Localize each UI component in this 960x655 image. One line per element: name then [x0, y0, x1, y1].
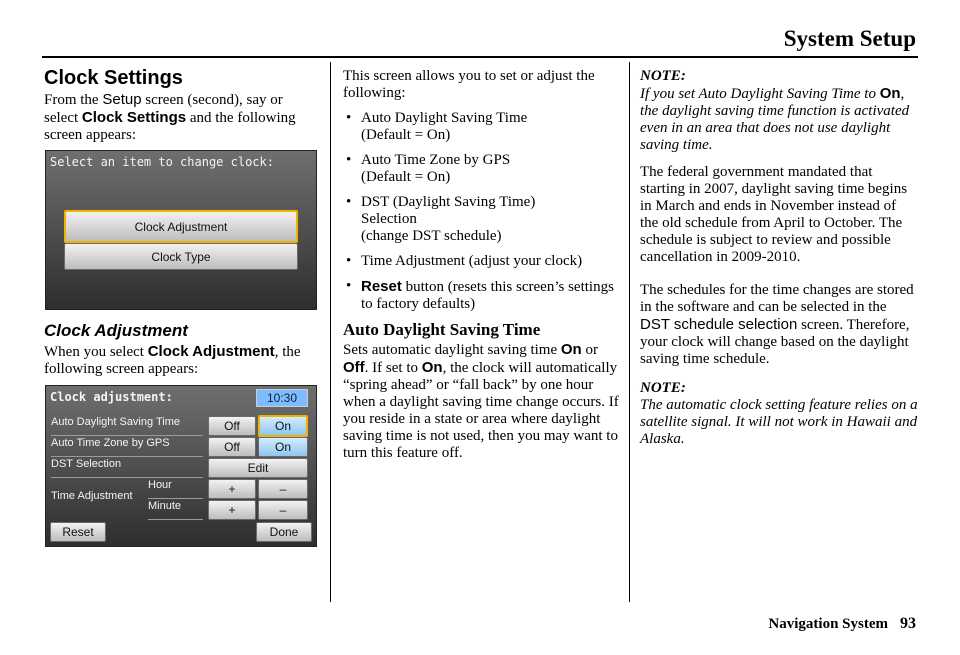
note-1-label: NOTE:: [640, 68, 686, 84]
page-header-title: System Setup: [783, 26, 916, 51]
minute-minus-button[interactable]: –: [258, 500, 308, 520]
intro-paragraph: From the Setup screen (second), say or select Clock Settings and the following screen appears:: [44, 91, 296, 143]
bullet-dst-selection: • DST (Daylight Saving Time) Selection (change DST schedule): [346, 194, 536, 244]
auto-dst-off-button[interactable]: Off: [208, 416, 256, 436]
page-footer: [768, 615, 916, 633]
row-auto-timezone: Auto Time Zone by GPS: [51, 437, 203, 457]
note-2-text: The automatic clock setting feature relies on a satellite signal. It will not work in Hawaii and Alaska.: [640, 397, 918, 447]
auto-dst-heading: Auto Daylight Saving Time: [343, 320, 541, 339]
column-1-lower: [44, 322, 324, 378]
dst-schedule-paragraph: The federal government mandated that starting in 2007, daylight saving time begins in March and ends in November instead of the old schedule from April to October. The schedule is subject to review and possible cancellation in 2009-2010.: [640, 164, 908, 265]
minute-plus-button[interactable]: +: [208, 500, 256, 520]
page-number: 93: [900, 615, 916, 632]
note-1-text: If you set Auto Daylight Saving Time to On, the daylight saving time function is activated even in an area that does not use daylight saving time.: [640, 85, 910, 153]
note-2-label: NOTE:: [640, 380, 686, 396]
row-dst-selection: DST Selection: [51, 458, 203, 478]
auto-timezone-on-button[interactable]: On: [258, 437, 308, 457]
hour-minus-button[interactable]: –: [258, 479, 308, 499]
clock-display: 10:30: [256, 389, 308, 407]
dst-edit-button[interactable]: Edit: [208, 458, 308, 478]
bullet-auto-timezone: • Auto Time Zone by GPS (Default = On): [346, 152, 511, 185]
section-heading: Clock Settings: [44, 67, 183, 89]
intro-paragraph-2: When you select Clock Adjustment, the following screen appears:: [44, 343, 301, 377]
bullet-reset: • Reset button (resets this screen’s settings to factory defaults): [346, 278, 614, 312]
hour-plus-button[interactable]: +: [208, 479, 256, 499]
clock-adjustment-button[interactable]: Clock Adjustment: [64, 210, 298, 243]
hour-label: Hour: [148, 479, 203, 499]
clock-settings-screen: [45, 150, 317, 310]
bullet-auto-dst: • Auto Daylight Saving Time (Default = On): [346, 110, 528, 143]
column-1: [44, 68, 320, 144]
screen-title: Clock adjustment:: [50, 390, 173, 404]
clock-type-button[interactable]: Clock Type: [64, 243, 298, 270]
subsection-heading: Clock Adjustment: [44, 321, 188, 340]
reset-button[interactable]: Reset: [50, 522, 106, 542]
row-auto-dst: Auto Daylight Saving Time: [51, 416, 203, 436]
header-rule: [42, 56, 918, 58]
column-divider-1: [330, 62, 331, 602]
auto-timezone-off-button[interactable]: Off: [208, 437, 256, 457]
auto-dst-paragraph: Sets automatic daylight saving time On or Off. If set to On, the clock will automatically “spring ahead” or “fall back” by one hour when a daylight saving time change occurs. If you reside in a state or area where daylight saving time is not used, then you may want to turn this feature off.: [343, 341, 619, 461]
clock-adjustment-screen: [45, 385, 317, 547]
screen-title: Select an item to change clock:: [50, 155, 274, 169]
column-2: [343, 68, 621, 462]
bullet-time-adjustment: • Time Adjustment (adjust your clock): [346, 253, 583, 269]
dst-selection-paragraph: The schedules for the time changes are stored in the software and can be selected in the DST schedule selection screen. Therefore, your clock will change based on the daylight saving time schedule.: [640, 282, 914, 367]
column-2-intro: This screen allows you to set or adjust the following:: [343, 68, 595, 101]
auto-dst-on-button[interactable]: On: [258, 415, 308, 437]
row-time-adjustment: Time Adjustment: [51, 490, 133, 502]
column-divider-2: [629, 62, 630, 602]
column-3: [640, 68, 918, 448]
done-button[interactable]: Done: [256, 522, 312, 542]
minute-label: Minute: [148, 500, 203, 520]
footer-label: Navigation System: [768, 616, 888, 632]
